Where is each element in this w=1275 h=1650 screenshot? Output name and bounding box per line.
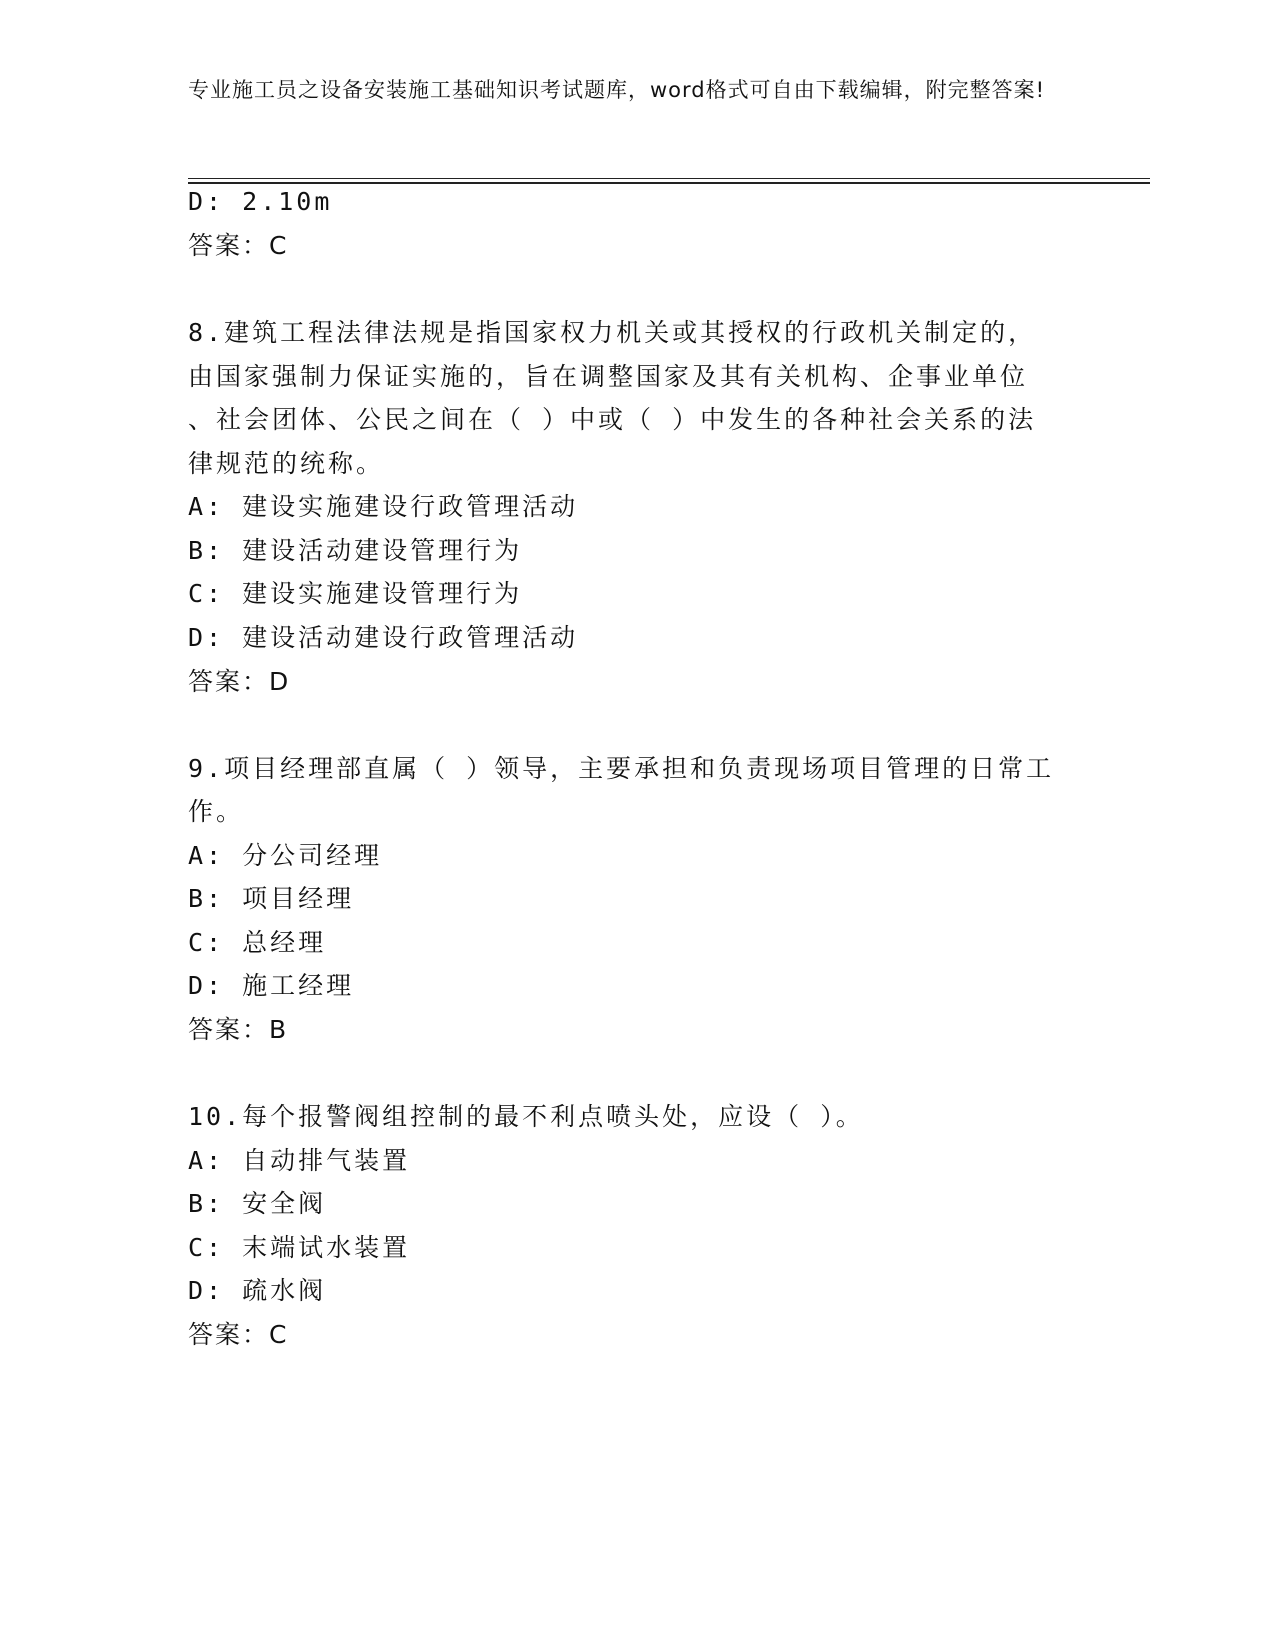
question-8-option-d: D: 建设活动建设行政管理活动 <box>188 623 579 652</box>
header-divider-thin <box>188 178 1150 179</box>
option-d: D: 2.10m <box>188 187 333 216</box>
answer-line: 答案：C <box>188 231 289 260</box>
question-8-stem-line-3: 、社会团体、公民之间在（ ）中或（ ）中发生的各种社会关系的法 <box>188 405 1037 434</box>
document-header: 专业施工员之设备安装施工基础知识考试题库，word格式可自由下载编辑，附完整答案! <box>188 78 1046 102</box>
question-10-option-a: A: 自动排气装置 <box>188 1146 411 1175</box>
question-10-answer: 答案：C <box>188 1320 289 1349</box>
question-10-option-d: D: 疏水阀 <box>188 1276 327 1305</box>
question-9-stem-line-1: 9.项目经理部直属（ ）领导，主要承担和负责现场项目管理的日常工 <box>188 754 1055 783</box>
question-10-option-c: C: 末端试水装置 <box>188 1233 411 1262</box>
question-8-stem-line-1: 8.建筑工程法律法规是指国家权力机关或其授权的行政机关制定的， <box>188 318 1037 347</box>
question-9-option-a: A: 分公司经理 <box>188 841 383 870</box>
question-10-option-b: B: 安全阀 <box>188 1189 327 1218</box>
question-9-option-c: C: 总经理 <box>188 928 327 957</box>
question-9-option-d: D: 施工经理 <box>188 971 355 1000</box>
question-8-stem-line-2: 由国家强制力保证实施的，旨在调整国家及其有关机构、企事业单位 <box>188 362 1029 391</box>
question-9-option-b: B: 项目经理 <box>188 884 355 913</box>
question-8-option-a: A: 建设实施建设行政管理活动 <box>188 492 579 521</box>
question-8-option-b: B: 建设活动建设管理行为 <box>188 536 523 565</box>
question-9-stem-line-2: 作。 <box>188 797 245 826</box>
question-8-answer: 答案：D <box>188 667 291 696</box>
question-9-answer: 答案：B <box>188 1015 289 1044</box>
question-10-stem-line-1: 10.每个报警阀组控制的最不利点喷头处，应设（ ）。 <box>188 1102 864 1131</box>
question-8-option-c: C: 建设实施建设管理行为 <box>188 579 523 608</box>
question-8-stem-line-4: 律规范的统称。 <box>188 449 385 478</box>
